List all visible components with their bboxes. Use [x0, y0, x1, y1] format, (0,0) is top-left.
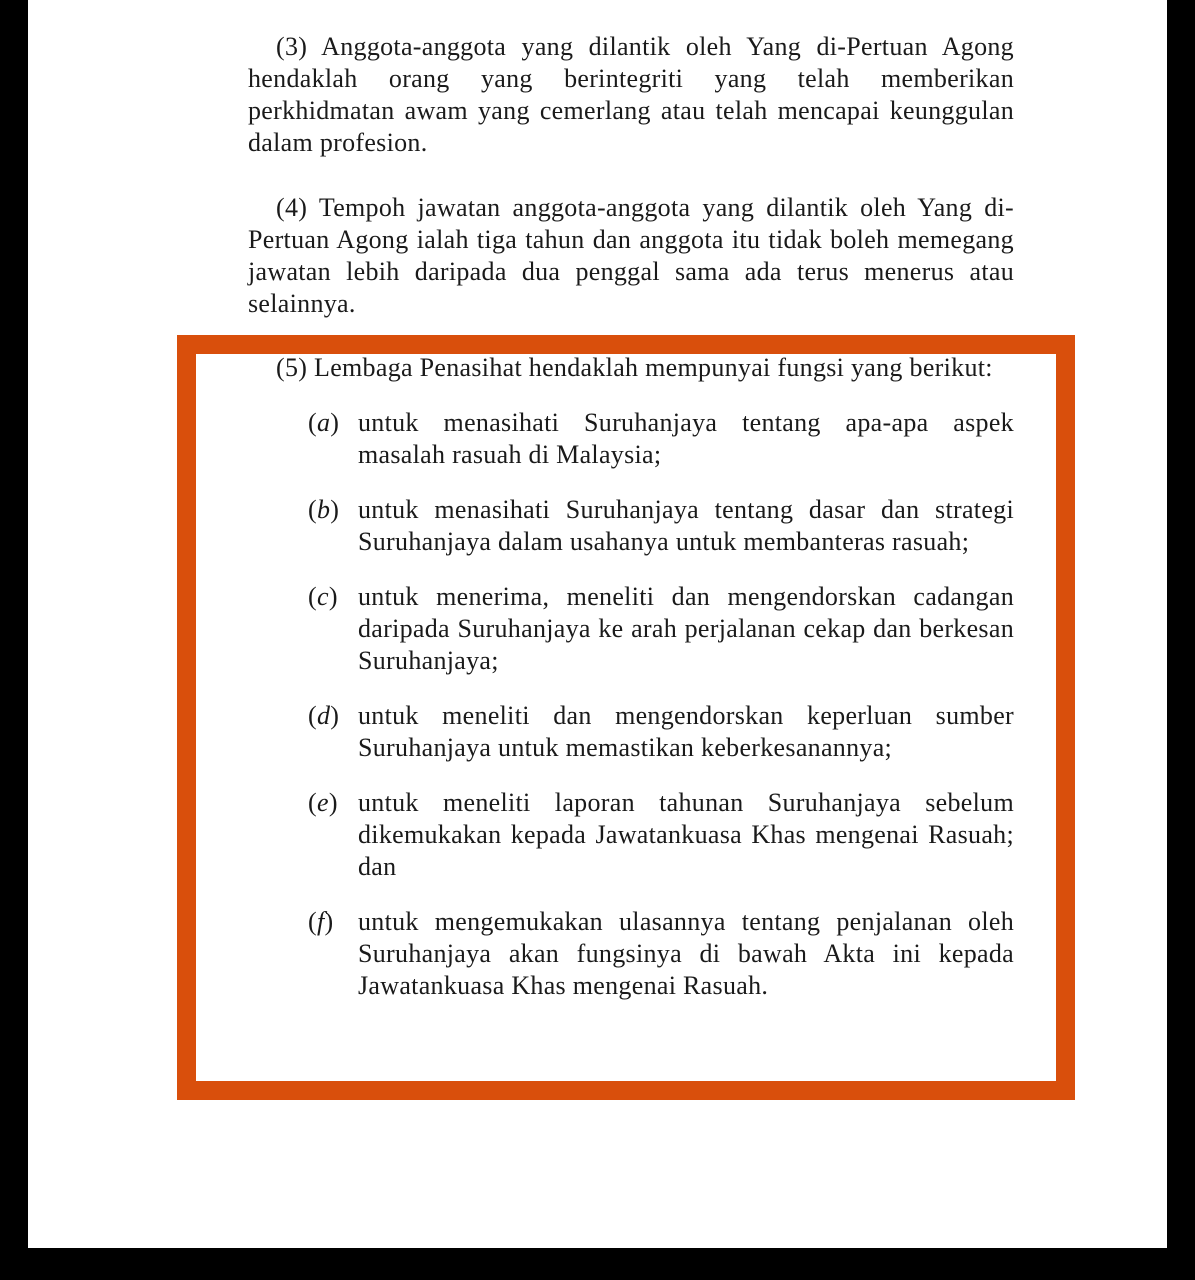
item-text-e: untuk meneliti laporan tahunan Suruhanjaya sebelum dikemukakan kepada Jawatankuasa Khas mengenai Rasuah; dan — [358, 788, 1014, 881]
item-label-b: (b) — [308, 495, 340, 524]
paragraph-4-block — [248, 192, 1014, 320]
paragraph-3: (3) Anggota-anggota yang dilantik oleh Yang di-Pertuan Agong hendaklah orang yang berintegriti yang telah memberikan perkhidmatan awam yang cemerlang atau telah mencapai keunggulan dalam profesion. — [248, 32, 1014, 157]
document-page — [28, 0, 1167, 1248]
paragraph-5-block — [248, 352, 1014, 1002]
list-item-d — [308, 700, 1014, 764]
item-label-e: (e) — [308, 788, 338, 817]
list-item-e — [308, 787, 1014, 883]
list-item-b — [308, 494, 1014, 558]
item-text-c: untuk menerima, meneliti dan mengendorskan cadangan daripada Suruhanjaya ke arah perjalanan cekap dan berkesan Suruhanjaya; — [358, 582, 1014, 675]
item-label-a: (a) — [308, 408, 340, 437]
item-label-c: (c) — [308, 582, 338, 611]
item-text-f: untuk mengemukakan ulasannya tentang penjalanan oleh Suruhanjaya akan fungsinya di bawah Akta ini kepada Jawatankuasa Khas mengenai Rasuah. — [358, 907, 1014, 1000]
list-item-a — [308, 407, 1014, 471]
list-item-f — [308, 906, 1014, 1002]
item-label-f: (f) — [308, 907, 334, 936]
item-text-d: untuk meneliti dan mengendorskan keperluan sumber Suruhanjaya untuk memastikan keberkesanannya; — [358, 701, 1014, 762]
list-item-c — [308, 581, 1014, 677]
paragraph-5: (5) Lembaga Penasihat hendaklah mempunyai fungsi yang berikut: — [276, 353, 993, 382]
item-text-a: untuk menasihati Suruhanjaya tentang apa-apa aspek masalah rasuah di Malaysia; — [358, 408, 1014, 469]
item-text-b: untuk menasihati Suruhanjaya tentang dasar dan strategi Suruhanjaya dalam usahanya untuk membanteras rasuah; — [358, 495, 1014, 556]
paragraph-3-block — [248, 31, 1014, 159]
item-label-d: (d) — [308, 701, 340, 730]
paragraph-4: (4) Tempoh jawatan anggota-anggota yang dilantik oleh Yang di-Pertuan Agong ialah tiga tahun dan anggota itu tidak boleh memegang jawatan lebih daripada dua penggal sama ada terus menerus atau selainnya. — [248, 193, 1014, 318]
